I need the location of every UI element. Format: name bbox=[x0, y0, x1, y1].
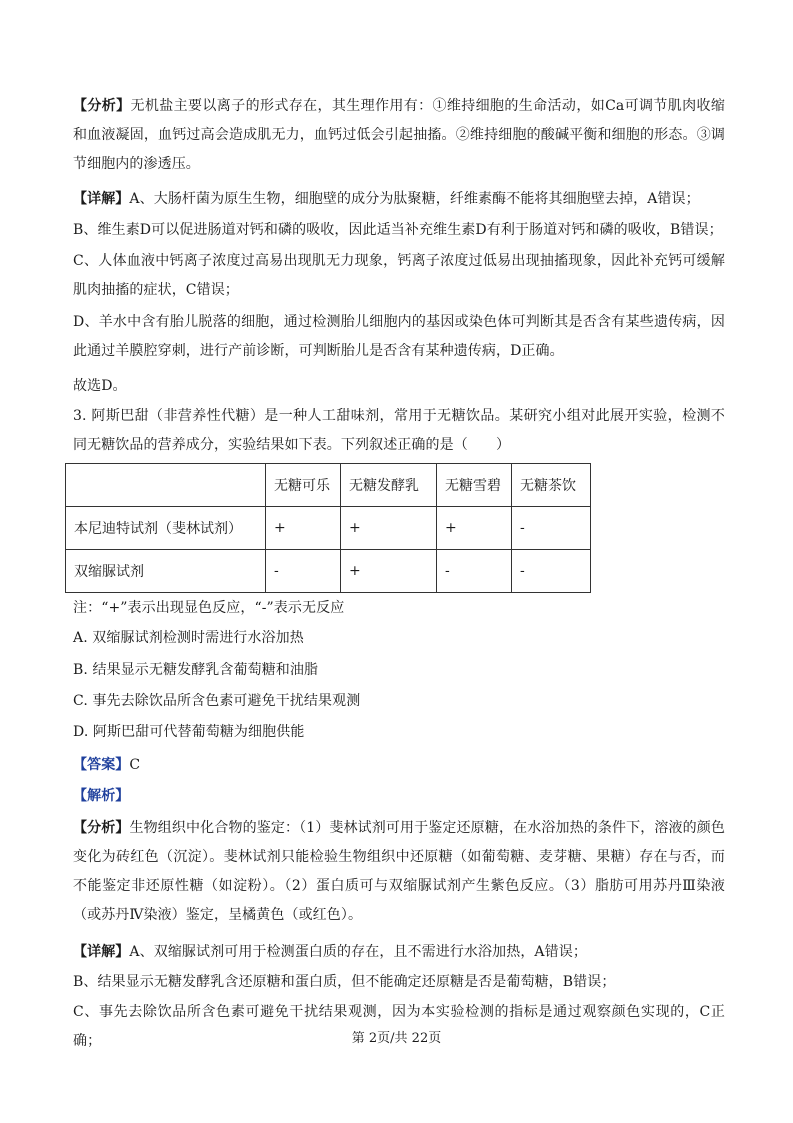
table-cell: + bbox=[437, 507, 512, 550]
analysis-tag: 【分析】 bbox=[73, 98, 131, 114]
table-cell: - bbox=[266, 550, 341, 593]
option-a: A. 双缩脲试剂检测时需进行水浴加热 bbox=[73, 630, 304, 646]
table-cell: + bbox=[341, 550, 437, 593]
table-cell: + bbox=[341, 507, 437, 550]
table-cell: - bbox=[512, 550, 591, 593]
table-header-cell: 无糖可乐 bbox=[266, 464, 341, 507]
explanation-tag: 【解析】 bbox=[73, 788, 130, 804]
answer-value: C bbox=[129, 757, 141, 773]
q3-detail-a bbox=[73, 938, 725, 967]
detail-line-a: A、大肠杆菌为原生生物，细胞壁的成分为肽聚糖，纤维素酶不能将其细胞壁去掉，A错误； bbox=[129, 191, 700, 207]
prev-detail-b: B、维生素D可以促进肠道对钙和磷的吸收，因此适当补充维生素D有利于肠道对钙和磷的吸收，B错误； bbox=[73, 222, 723, 238]
prev-detail-a bbox=[73, 185, 725, 214]
option-b: B. 结果显示无糖发酵乳含葡萄糖和油脂 bbox=[73, 662, 319, 678]
results-table bbox=[65, 463, 591, 593]
analysis-text: 无机盐主要以离子的形式存在，其生理作用有：①维持细胞的生命活动，如Ca可调节肌肉收缩和血液凝固，血钙过高会造成肌无力，血钙过低会引起抽搐。②维持细胞的酸碱平衡和细胞的形态。③调节细胞内的渗透压。 bbox=[73, 98, 725, 172]
detail-tag: 【详解】 bbox=[73, 944, 130, 960]
option-d: D. 阿斯巴甜可代替葡萄糖为细胞供能 bbox=[73, 724, 305, 740]
option-c: C. 事先去除饮品所含色素可避免干扰结果观测 bbox=[73, 693, 361, 709]
table-header-cell: 无糖发酵乳 bbox=[341, 464, 437, 507]
prev-detail-c: C、人体血液中钙离子浓度过高易出现肌无力现象，钙离子浓度过低易出现抽搐现象，因此补充钙可缓解肌肉抽搐的症状，C错误； bbox=[73, 253, 725, 298]
table-row bbox=[66, 550, 591, 593]
prev-detail-d: D、羊水中含有胎儿脱落的细胞，通过检测胎儿细胞内的基因或染色体可判断其是否含有某些遗传病，因此通过羊膜腔穿刺，进行产前诊断，可判断胎儿是否含有某种遗传病，D正确。 bbox=[73, 314, 725, 359]
q3-analysis-paragraph bbox=[73, 814, 725, 930]
table-cell: 本尼迪特试剂（斐林试剂） bbox=[66, 507, 266, 550]
question-3-stem: 3. 阿斯巴甜（非营养性代糖）是一种人工甜味剂，常用于无糖饮品。某研究小组对此展开实验，检测不同无糖饮品的营养成分，实验结果如下表。下列叙述正确的是（ ） bbox=[73, 408, 725, 453]
prev-analysis-paragraph bbox=[73, 92, 725, 179]
analysis-tag: 【分析】 bbox=[73, 820, 130, 836]
explanation-heading bbox=[73, 782, 725, 811]
table-cell: - bbox=[437, 550, 512, 593]
table-cell: 双缩脲试剂 bbox=[66, 550, 266, 593]
table-header-cell: 无糖雪碧 bbox=[437, 464, 512, 507]
analysis-text: 生物组织中化合物的鉴定：（1）斐林试剂可用于鉴定还原糖，在水浴加热的条件下，溶液的颜色变化为砖红色（沉淀）。斐林试剂只能检验生物组织中还原糖（如葡萄糖、麦芽糖、果糖）存在与否，而不能鉴定非还原性糖（如淀粉）。（2）蛋白质可与双缩脲试剂产生紫色反应。（3）脂肪可用苏丹Ⅲ染液（或苏丹Ⅳ染液）鉴定，呈橘黄色（或红色）。 bbox=[73, 820, 725, 923]
detail-line-a: A、双缩脲试剂可用于检测蛋白质的存在，且不需进行水浴加热，A错误； bbox=[129, 944, 587, 960]
answer-line bbox=[73, 751, 725, 780]
table-note: 注：“+”表示出现显色反应，“-”表示无反应 bbox=[73, 600, 345, 616]
page-footer: 第 2页/共 22页 bbox=[351, 1031, 442, 1046]
q3-detail-c: C、事先去除饮品所含色素可避免干扰结果观测，因为本实验检测的指标是通过观察颜色实现的，C正确； bbox=[73, 1004, 725, 1049]
q3-detail-b: B、结果显示无糖发酵乳含还原糖和蛋白质，但不能确定还原糖是否是葡萄糖，B错误； bbox=[73, 974, 616, 990]
table-cell: + bbox=[266, 507, 341, 550]
prev-conclusion: 故选D。 bbox=[73, 378, 127, 394]
answer-tag: 【答案】 bbox=[73, 757, 130, 773]
table-header-cell: 无糖茶饮 bbox=[512, 464, 591, 507]
table-cell: - bbox=[512, 507, 591, 550]
table-header-row bbox=[66, 464, 591, 507]
detail-tag: 【详解】 bbox=[73, 191, 130, 207]
table-row bbox=[66, 507, 591, 550]
table-header-cell bbox=[66, 464, 266, 507]
